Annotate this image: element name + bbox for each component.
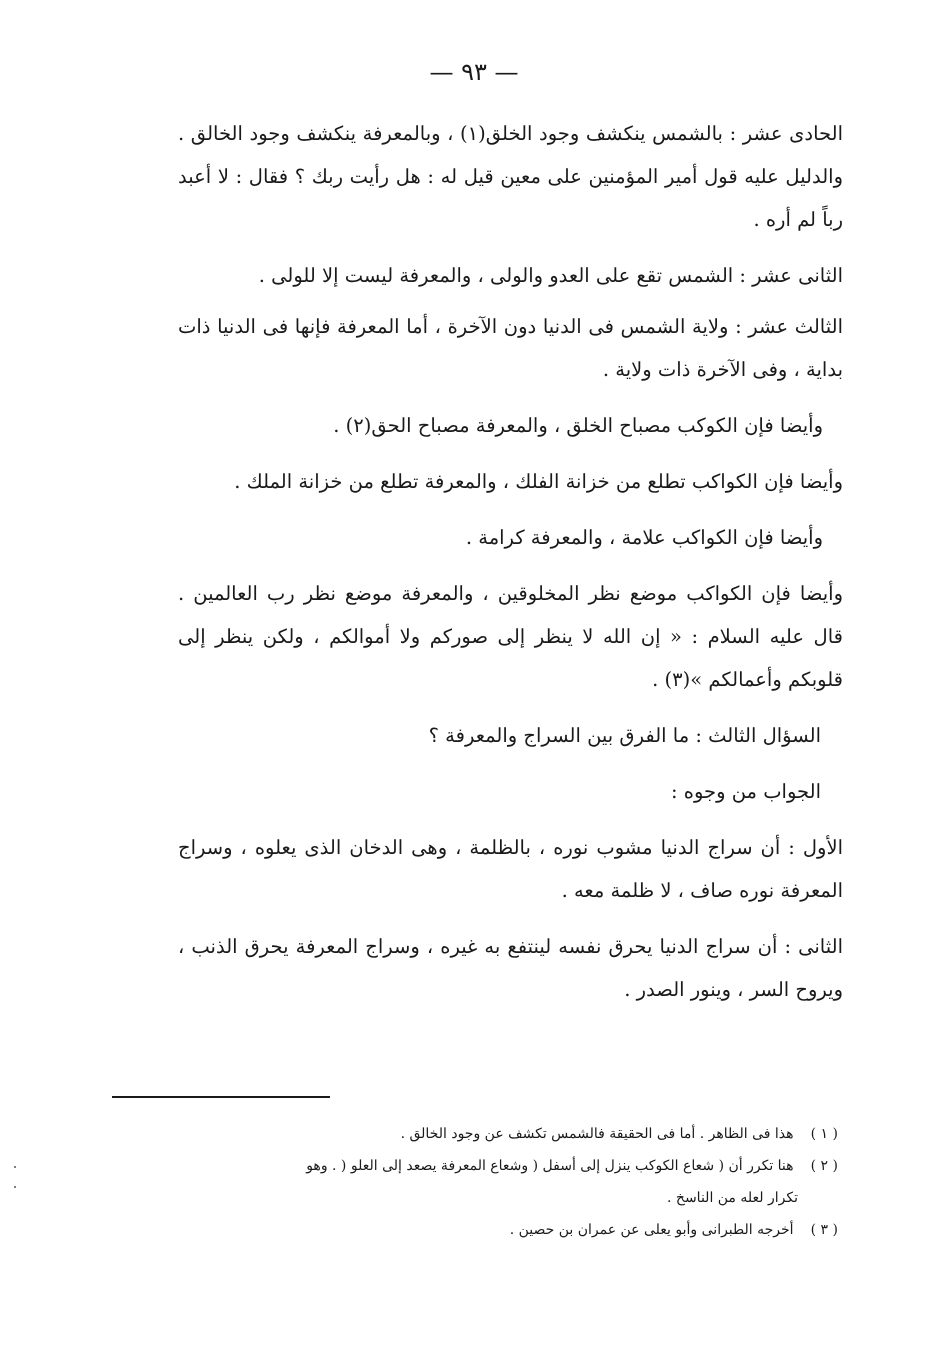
paragraph-11th: الحادى عشر : بالشمس ينكشف وجود الخلق(١) ، وبالمعرفة ينكشف وجود الخالق . والدليل عليه قول أمير المؤمنين على معين قيل له : هل رأيت ربك ؟ فقال : لا أعبد رباً لم أره . — [178, 122, 843, 231]
paragraph-treasury: وأيضا فإن الكواكب تطلع من خزانة الفلك ، والمعرفة تطلع من خزانة الملك . — [234, 470, 843, 493]
footnote-text: أخرجه الطبرانى وأبو يعلى عن عمران بن حصين . — [509, 1222, 794, 1238]
scan-speck — [14, 1166, 16, 1168]
footnote-text: هذا فى الظاهر . أما فى الحقيقة فالشمس تكشف عن وجود الخالق . — [400, 1126, 794, 1142]
question-three: السؤال الثالث : ما الفرق بين السراج والمعرفة ؟ — [428, 724, 821, 747]
page-number: — ٩٣ — — [429, 58, 519, 86]
footnote-number: ( ٢ ) — [810, 1158, 838, 1174]
paragraph-12th: الثانى عشر : الشمس تقع على العدو والولى ، والمعرفة ليست إلا للولى . — [258, 264, 843, 287]
footnote-2-continuation: تكرار لعله من الناسخ . — [667, 1190, 798, 1206]
paragraph-13th: الثالث عشر : ولاية الشمس فى الدنيا دون الآخرة ، أما المعرفة فإنها فى الدنيا ذات بداية ، وفى الآخرة ذات ولاية . — [178, 315, 843, 381]
footnote-divider — [112, 1096, 330, 1098]
footnote-2 — [178, 1150, 838, 1182]
paragraph-sign-honor: وأيضا فإن الكواكب علامة ، والمعرفة كرامة . — [465, 526, 823, 549]
paragraph-lamp-of-truth: وأيضا فإن الكوكب مصباح الخلق ، والمعرفة مصباح الحق(٢) . — [333, 414, 823, 437]
footnote-1 — [178, 1118, 838, 1150]
footnote-number: ( ٣ ) — [810, 1222, 838, 1238]
footnote-3 — [178, 1214, 838, 1246]
answer-intro: الجواب من وجوه : — [670, 780, 821, 803]
main-text — [178, 112, 843, 1024]
footnotes — [178, 1118, 838, 1246]
scan-speck — [14, 1186, 16, 1188]
footnote-text: هنا تكرر أن ( شعاع الكوكب ينزل إلى أسفل ( وشعاع المعرفة يصعد إلى العلو ( . وهو — [306, 1158, 794, 1174]
paragraph-gaze: وأيضا فإن الكواكب موضع نظر المخلوقين ، والمعرفة موضع نظر رب العالمين . قال عليه السلام : « إن الله لا ينظر إلى صوركم ولا أموالكم ، ولكن ينظر إلى قلوبكم وأعمالكم »(٣) . — [178, 582, 843, 691]
answer-second: الثانى : أن سراج الدنيا يحرق نفسه لينتفع به غيره ، وسراج المعرفة يحرق الذنب ، ويروح السر ، وينور الصدر . — [178, 935, 843, 1001]
answer-first: الأول : أن سراج الدنيا مشوب نوره ، بالظلمة ، وهى الدخان الذى يعلوه ، وسراج المعرفة نوره صاف ، لا ظلمة معه . — [178, 836, 843, 902]
footnote-number: ( ١ ) — [810, 1126, 838, 1142]
